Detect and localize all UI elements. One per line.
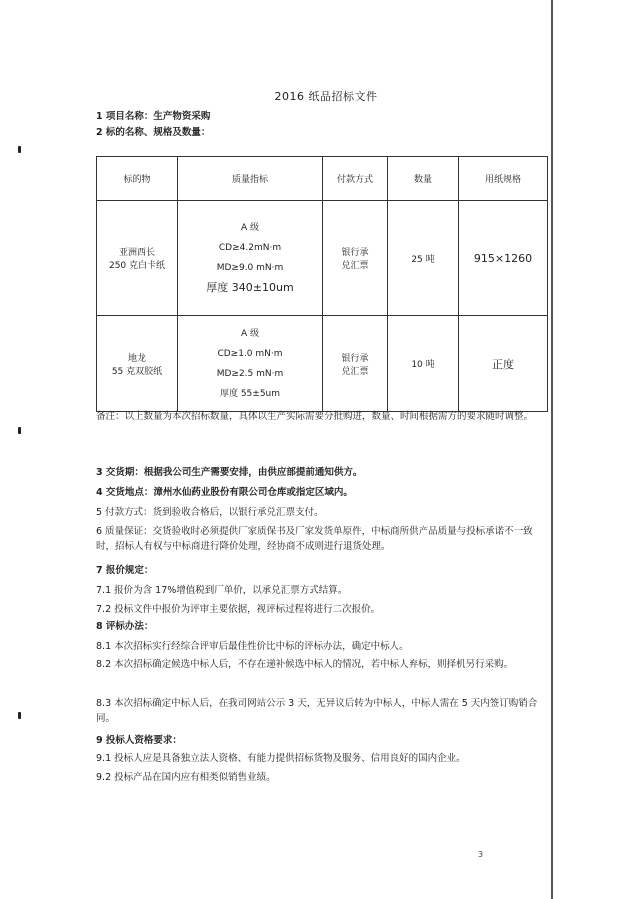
payment-line: 银行承 bbox=[341, 248, 369, 258]
payment-line: 银行承 bbox=[341, 353, 369, 364]
header-paper-size: 用纸规格 bbox=[459, 157, 548, 201]
item-name-line: 地龙 bbox=[127, 353, 146, 364]
quality-cell bbox=[178, 201, 323, 316]
document-title: 2016 纸品招标文件 bbox=[274, 90, 378, 103]
page-edge bbox=[551, 0, 553, 899]
item-name-line: 250 克白卡纸 bbox=[108, 261, 166, 271]
qualification-rule-2: 9.2 投标产品在国内应有相类似销售业绩。 bbox=[96, 772, 276, 783]
spec-table bbox=[96, 156, 548, 412]
quality-cell bbox=[178, 316, 323, 412]
qualification-heading: 9 投标人资格要求： bbox=[96, 735, 182, 746]
header-quality: 质量指标 bbox=[178, 157, 323, 201]
item-name-line: 55 克双胶纸 bbox=[111, 366, 163, 377]
qualification-rule-1: 9.1 投标人应是具备独立法人资格、有能力提供招标货物及服务、信用良好的国内企业。 bbox=[96, 753, 466, 764]
table-header-row bbox=[97, 157, 548, 201]
pricing-rule-2: 7.2 投标文件中报价为评审主要依据，视评标过程将进行二次报价。 bbox=[96, 604, 381, 615]
payment-cell bbox=[323, 201, 388, 316]
quality-thickness: 厚度 340±10um bbox=[206, 281, 294, 294]
delivery-location: 4 交货地点：漳州水仙药业股份有限公司仓库或指定区域内。 bbox=[96, 487, 353, 498]
bid-items-heading: 2 标的名称、规格及数量： bbox=[96, 127, 211, 138]
table-row bbox=[97, 201, 548, 316]
table-row bbox=[97, 316, 548, 412]
evaluation-rule-2: 8.2 本次招标确定候选中标人后，不存在递补候选中标人的情况，若中标人弃标，则择机另行采购。 bbox=[96, 659, 514, 670]
table-note: 备注：以上数量为本次招标数量，具体以生产实际需要分批购进，数量、时间根据需方的要求随时调整。 bbox=[96, 411, 534, 422]
paper-size-cell: 915×1260 bbox=[459, 201, 548, 316]
delivery-period: 3 交货期：根据我公司生产需要安排，由供应部提前通知供方。 bbox=[96, 467, 363, 478]
quantity-cell: 25 吨 bbox=[388, 201, 459, 316]
header-payment: 付款方式 bbox=[323, 157, 388, 201]
quality-md: MD≥2.5 mN·m bbox=[216, 368, 284, 379]
scan-speck bbox=[18, 712, 21, 719]
pricing-heading: 7 报价规定： bbox=[96, 565, 154, 576]
scan-speck bbox=[18, 427, 21, 434]
quality-grade: A 级 bbox=[240, 328, 260, 339]
pricing-rule-1: 7.1 报价为含 17%增值税到厂单价，以承兑汇票方式结算。 bbox=[96, 585, 348, 596]
quality-cd: CD≥4.2mN·m bbox=[218, 243, 282, 253]
quality-guarantee: 6 质量保证：交货验收时必须提供厂家质保书及厂家发货单原件，中标商所供产品质量与投标承诺不一致时，招标人有权与中标商进行降价处理，经协商不成则进行退货处理。 bbox=[96, 526, 533, 552]
header-quantity: 数量 bbox=[388, 157, 459, 201]
header-item: 标的物 bbox=[97, 157, 178, 201]
item-name-line: 亚洲西长 bbox=[118, 248, 155, 258]
evaluation-rule-1: 8.1 本次招标实行经综合评审后最佳性价比中标的评标办法，确定中标人。 bbox=[96, 641, 409, 652]
paper-size-cell: 正度 bbox=[459, 316, 548, 412]
quality-cd: CD≥1.0 mN·m bbox=[217, 348, 283, 359]
project-name: 1 项目名称：生产物资采购 bbox=[96, 111, 211, 122]
quality-grade: A 级 bbox=[240, 223, 260, 233]
item-name-cell bbox=[97, 201, 178, 316]
evaluation-rule-3: 8.3 本次招标确定中标人后，在我司网站公示 3 天，无异议后转为中标人，中标人需在 5 天内签订购销合同。 bbox=[96, 698, 538, 724]
payment-line: 兑汇票 bbox=[341, 366, 369, 377]
quality-md: MD≥9.0 mN·m bbox=[216, 263, 284, 273]
quality-thickness: 厚度 55±5um bbox=[219, 388, 281, 399]
item-name-cell bbox=[97, 316, 178, 412]
page-number: 3 bbox=[478, 850, 484, 859]
evaluation-heading: 8 评标办法： bbox=[96, 621, 154, 632]
payment-cell bbox=[323, 316, 388, 412]
scan-speck bbox=[18, 146, 21, 153]
payment-method: 5 付款方式：货到验收合格后，以银行承兑汇票支付。 bbox=[96, 507, 324, 518]
quantity-cell: 10 吨 bbox=[388, 316, 459, 412]
payment-line: 兑汇票 bbox=[341, 261, 369, 271]
